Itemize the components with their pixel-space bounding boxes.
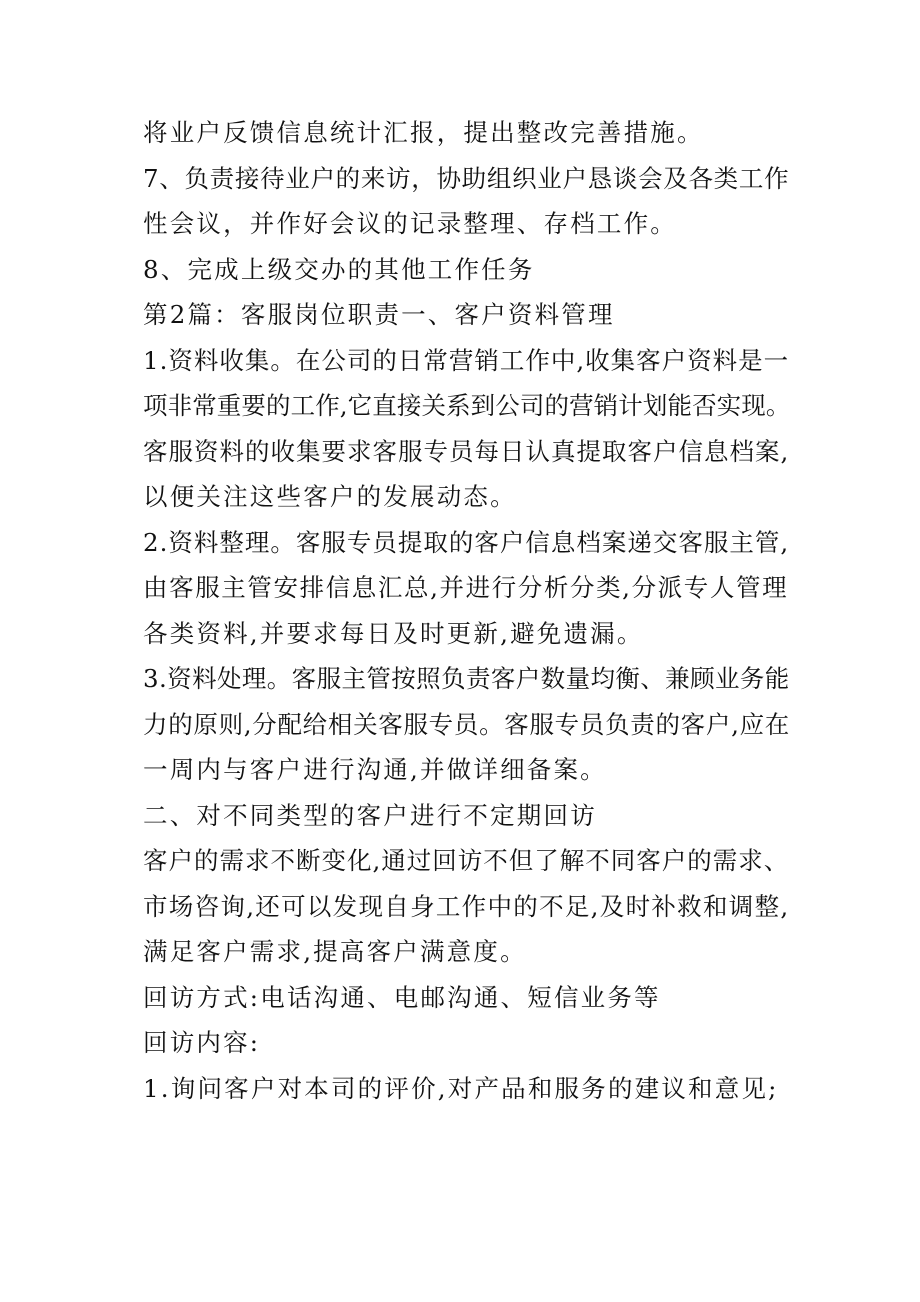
- text-line: 回访方式:电话沟通、电邮沟通、短信业务等: [143, 982, 661, 1012]
- text-line: 2.资料整理。客服专员提取的客户信息档案递交客服主管,: [143, 527, 790, 557]
- text-line: 各类资料,并要求每日及时更新,避免遗漏。: [143, 618, 644, 648]
- text-line: 回访内容:: [143, 1028, 261, 1057]
- text-line: 3.资料处理。客服主管按照负责客户数量均衡、兼顾业务能: [143, 664, 790, 693]
- text-line: 一周内与客户进行沟通,并做详细备案。: [143, 755, 607, 784]
- text-line: 性会议，并作好会议的记录整理、存档工作。: [143, 209, 677, 238]
- text-line: 由客服主管安排信息汇总,并进行分析分类,分派专人管理: [143, 573, 789, 602]
- document-body: [143, 110, 793, 1111]
- text-line: 以便关注这些客户的发展动态。: [143, 482, 517, 511]
- section-heading: 第2篇：客服岗位职责一、客户资料管理: [143, 300, 615, 329]
- section-heading: 二、对不同类型的客户进行不定期回访: [143, 800, 597, 830]
- text-line: 力的原则,分配给相关客服专员。客服专员负责的客户,应在: [143, 709, 790, 739]
- text-line: 1.资料收集。在公司的日常营销工作中,收集客户资料是一: [143, 345, 790, 375]
- text-line: 项非常重要的工作,它直接关系到公司的营销计划能否实现。: [143, 391, 791, 420]
- text-line: 客服资料的收集要求客服专员每日认真提取客户信息档案,: [143, 436, 790, 466]
- text-line: 客户的需求不断变化,通过回访不但了解不同客户的需求、: [143, 846, 790, 875]
- text-line: 7、负责接待业户的来访，协助组织业户恳谈会及各类工作: [143, 163, 790, 193]
- text-line: 市场咨询,还可以发现自身工作中的不足,及时补救和调整,: [143, 891, 790, 921]
- text-line: 1.询问客户对本司的评价,对产品和服务的建议和意见;: [143, 1073, 779, 1103]
- text-line: 8、完成上级交办的其他工作任务: [143, 254, 535, 284]
- text-line: 满足客户需求,提高客户满意度。: [143, 937, 527, 966]
- text-line: 将业户反馈信息统计汇报，提出整改完善措施。: [143, 118, 704, 147]
